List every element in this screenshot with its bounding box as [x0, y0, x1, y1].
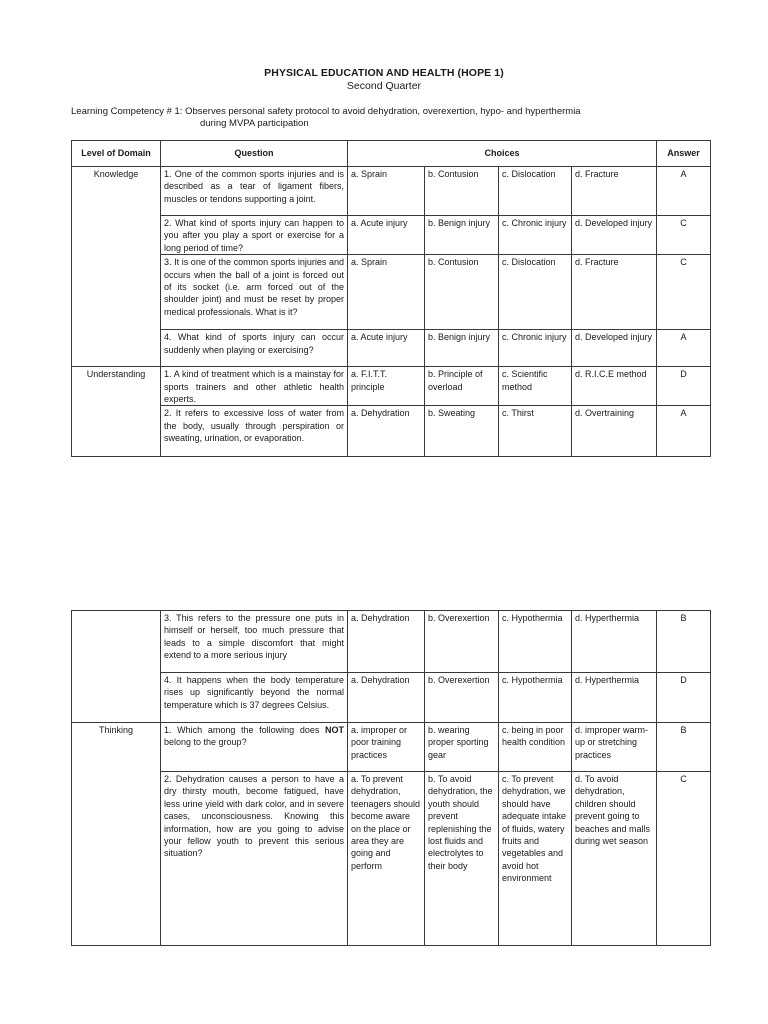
choice-a-cell: a. Dehydration: [348, 611, 425, 673]
competency-line-2: during MVPA participation: [200, 118, 309, 129]
choice-d-cell: d. Developed injury: [572, 216, 657, 255]
choice-d-cell: d. Developed injury: [572, 330, 657, 367]
choice-b-cell: b. Benign injury: [425, 330, 499, 367]
choice-d-cell: d. Overtraining: [572, 406, 657, 457]
domain-cell-understanding-continued: [72, 611, 161, 723]
choice-a-cell: a. Acute injury: [348, 216, 425, 255]
question-table-part-2: [71, 610, 711, 946]
answer-cell: D: [657, 367, 711, 406]
question-cell: 2. Dehydration causes a person to have a dry thirsty mouth, become fatigued, have less urine yield with dark color, and in severe cases, unconsciousness. Knowing this information, how are you going to advise your fellow youth to prevent this serious situation?: [161, 772, 348, 946]
table-row: [72, 255, 711, 330]
answer-cell: A: [657, 330, 711, 367]
choice-d-cell: d. R.I.C.E method: [572, 367, 657, 406]
choice-b-cell: b. Contusion: [425, 255, 499, 330]
question-cell: 2. What kind of sports injury can happen to you after you play a sport or exercise for a long period of time?: [161, 216, 348, 255]
question-cell: [161, 723, 348, 772]
question-text-pre: 1. Which among the following does: [164, 725, 325, 735]
answer-cell: D: [657, 673, 711, 723]
header-question: Question: [161, 141, 348, 167]
choice-d-cell: d. Fracture: [572, 167, 657, 216]
choice-b-cell: b. Sweating: [425, 406, 499, 457]
choice-c-cell: c. Hypothermia: [499, 673, 572, 723]
question-cell: 4. What kind of sports injury can occur suddenly when playing or exercising?: [161, 330, 348, 367]
choice-a-cell: a. F.I.T.T. principle: [348, 367, 425, 406]
table-row: [72, 406, 711, 457]
choice-c-cell: c. Chronic injury: [499, 216, 572, 255]
choice-d-cell: d. Fracture: [572, 255, 657, 330]
question-cell: 4. It happens when the body temperature rises up significantly beyond the normal temperature which is 37 degrees Celsius.: [161, 673, 348, 723]
choice-c-cell: c. Hypothermia: [499, 611, 572, 673]
choice-d-cell: d. To avoid dehydration, children should prevent going to beaches and malls during wet season: [572, 772, 657, 946]
table-row: [72, 673, 711, 723]
choice-c-cell: c. being in poor health condition: [499, 723, 572, 772]
table-row: [72, 772, 711, 946]
question-cell: 3. This refers to the pressure one puts in himself or herself, too much pressure that leads to a simple discomfort that might extend to a more serious injury: [161, 611, 348, 673]
table-row: [72, 723, 711, 772]
header-level-of-domain: Level of Domain: [72, 141, 161, 167]
choice-b-cell: b. Benign injury: [425, 216, 499, 255]
choice-a-cell: a. To prevent dehydration, teenagers should become aware on the place or area they are going and perform: [348, 772, 425, 946]
choice-d-cell: d. Hyperthermia: [572, 673, 657, 723]
table-row: [72, 216, 711, 255]
choice-a-cell: a. Dehydration: [348, 673, 425, 723]
question-cell: 1. One of the common sports injuries and is described as a tear of ligament fibers, muscles or tendons supporting a joint.: [161, 167, 348, 216]
answer-cell: C: [657, 772, 711, 946]
choice-b-cell: b. Overexertion: [425, 673, 499, 723]
answer-cell: A: [657, 406, 711, 457]
header-choices: Choices: [348, 141, 657, 167]
question-cell: 3. It is one of the common sports injuries and occurs when the ball of a joint is forced out of its socket (i.e. arm forced out of the shoulder joint) and must be reset by proper medical professionals. What is it?: [161, 255, 348, 330]
choice-c-cell: c. Dislocation: [499, 167, 572, 216]
document-title: PHYSICAL EDUCATION AND HEALTH (HOPE 1): [264, 67, 504, 79]
choice-d-cell: d. Hyperthermia: [572, 611, 657, 673]
answer-cell: C: [657, 216, 711, 255]
choice-c-cell: c. Scientific method: [499, 367, 572, 406]
answer-cell: C: [657, 255, 711, 330]
choice-d-cell: d. improper warm-up or stretching practices: [572, 723, 657, 772]
document-subtitle: Second Quarter: [346, 80, 422, 92]
header-answer: Answer: [657, 141, 711, 167]
domain-cell-knowledge: Knowledge: [72, 167, 161, 367]
table-row: [72, 167, 711, 216]
choice-a-cell: a. improper or poor training practices: [348, 723, 425, 772]
table-header-row: [72, 141, 711, 167]
choice-c-cell: c. Thirst: [499, 406, 572, 457]
choice-b-cell: b. Contusion: [425, 167, 499, 216]
question-table-part-1: [71, 140, 711, 457]
answer-cell: B: [657, 723, 711, 772]
question-text-post: belong to the group?: [164, 737, 247, 748]
choice-a-cell: a. Sprain: [348, 167, 425, 216]
choice-a-cell: a. Dehydration: [348, 406, 425, 457]
choice-b-cell: b. Principle of overload: [425, 367, 499, 406]
choice-b-cell: b. wearing proper sporting gear: [425, 723, 499, 772]
table-row: [72, 367, 711, 406]
table-row: [72, 330, 711, 367]
learning-competency: [71, 106, 711, 130]
choice-c-cell: c. Dislocation: [499, 255, 572, 330]
question-cell: 1. A kind of treatment which is a mainstay for sports trainers and other athletic health experts.: [161, 367, 348, 406]
choice-b-cell: b. To avoid dehydration, the youth should prevent replenishing the lost fluids and electrolytes to their body: [425, 772, 499, 946]
choice-c-cell: c. Chronic injury: [499, 330, 572, 367]
choice-a-cell: a. Sprain: [348, 255, 425, 330]
question-text-emphasis: NOT: [325, 725, 344, 735]
domain-cell-thinking: Thinking: [72, 723, 161, 946]
domain-cell-understanding: Understanding: [72, 367, 161, 457]
answer-cell: B: [657, 611, 711, 673]
choice-b-cell: b. Overexertion: [425, 611, 499, 673]
table-row: [72, 611, 711, 673]
question-cell: 2. It refers to excessive loss of water from the body, usually through perspiration or sweating, urination, or evaporation.: [161, 406, 348, 457]
competency-line-1: Learning Competency # 1: Observes personal safety protocol to avoid dehydration, overexertion, hypo- and hyperthermia: [71, 106, 581, 117]
choice-c-cell: c. To prevent dehydration, we should have adequate intake of fluids, watery fruits and vegetables and avoid hot environment: [499, 772, 572, 946]
choice-a-cell: a. Acute injury: [348, 330, 425, 367]
answer-cell: A: [657, 167, 711, 216]
